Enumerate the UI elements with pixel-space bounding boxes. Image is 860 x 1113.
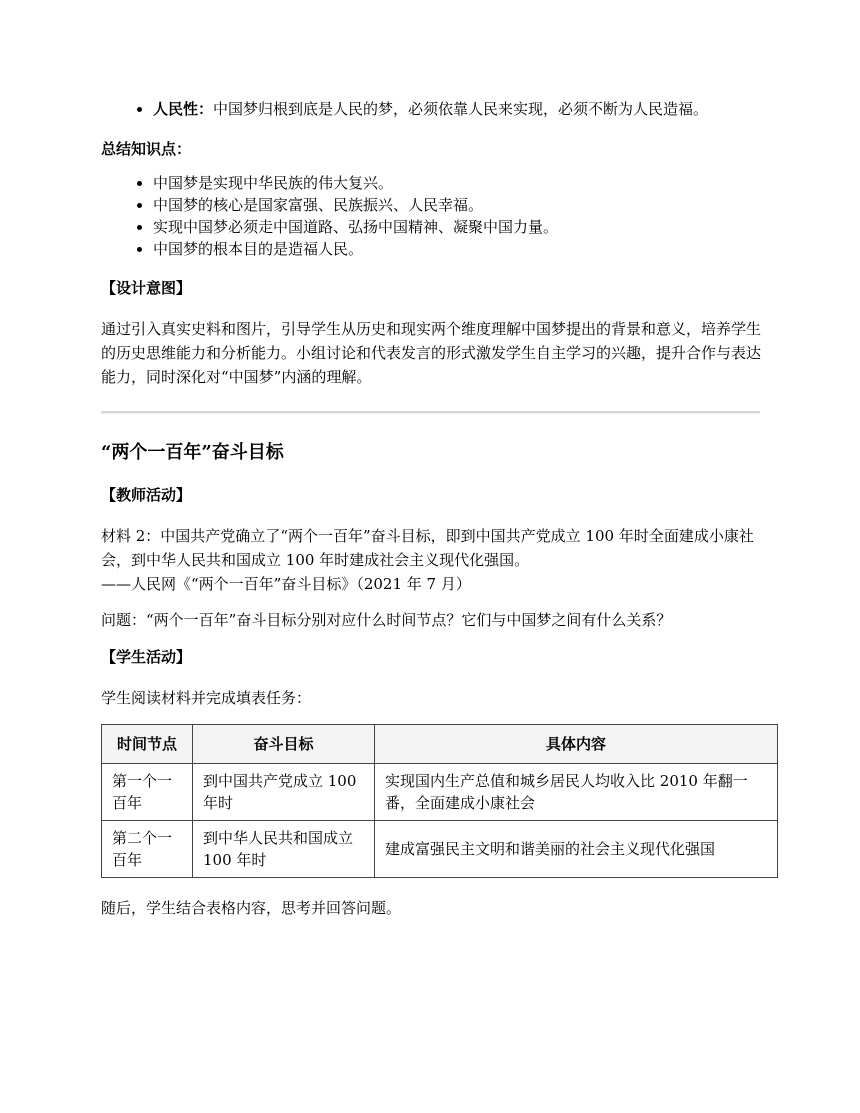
student-followup: 随后，学生结合表格内容，思考并回答问题。	[101, 899, 402, 917]
material-source: ——人民网《“两个一百年”奋斗目标》（2021 年 7 月）	[101, 575, 471, 593]
student-intro: 学生阅读材料并完成填表任务：	[101, 689, 312, 707]
people-bullet	[153, 98, 753, 120]
table-cell: 第二个一百年	[102, 821, 193, 878]
table-header-row	[102, 725, 778, 764]
teacher-activity-title: 【教师活动】	[101, 486, 192, 504]
table-header-cell: 奋斗目标	[193, 725, 375, 764]
people-bullet-text: 中国梦归根到底是人民的梦，必须依靠人民来实现，必须不断为人民造福。	[213, 100, 709, 118]
material-text: 材料 2：中国共产党确立了“两个一百年”奋斗目标，即到中国共产党成立 100 年时全面建成小康社会，到中华人民共和国成立 100 年时建成社会主义现代化强国。	[101, 527, 754, 569]
table-row	[102, 764, 778, 821]
summary-item: • 中国梦的核心是国家富强、民族振兴、人民幸福。	[153, 194, 777, 216]
summary-item: • 中国梦的根本目的是造福人民。	[153, 238, 777, 260]
table-cell: 建成富强民主文明和谐美丽的社会主义现代化强国	[375, 821, 778, 878]
teacher-question: 问题：“两个一百年”奋斗目标分别对应什么时间节点？它们与中国梦之间有什么关系？	[101, 611, 672, 629]
table-cell: 第一个一百年	[102, 764, 193, 821]
table-cell: 实现国内生产总值和城乡居民人均收入比 2010 年翻一番，全面建成小康社会	[375, 764, 778, 821]
summary-title: 总结知识点：	[101, 140, 192, 158]
summary-list	[101, 172, 777, 260]
table-header-cell: 时间节点	[102, 725, 193, 764]
table-cell: 到中华人民共和国成立 100 年时	[193, 821, 375, 878]
summary-item: • 实现中国梦必须走中国道路、弘扬中国精神、凝聚中国力量。	[153, 216, 777, 238]
student-activity-title: 【学生活动】	[101, 648, 192, 666]
goals-table	[101, 724, 778, 878]
table-row	[102, 821, 778, 878]
design-intent-text: 通过引入真实史料和图片，引导学生从历史和现实两个维度理解中国梦提出的背景和意义，培养学生的历史思维能力和分析能力。小组讨论和代表发言的形式激发学生自主学习的兴趣，提升合作与表达能力，同时深化对“中国梦”内涵的理解。	[101, 320, 762, 386]
summary-item: • 中国梦是实现中华民族的伟大复兴。	[153, 172, 777, 194]
design-intent-title: 【设计意图】	[101, 279, 192, 297]
section-title: “两个一百年”奋斗目标	[101, 442, 284, 463]
people-bullet-label: 人民性：	[153, 100, 214, 118]
people-bullet-list	[101, 98, 753, 120]
table-header-cell: 具体内容	[375, 725, 778, 764]
document-content	[101, 98, 777, 920]
table-cell: 到中国共产党成立 100 年时	[193, 764, 375, 821]
